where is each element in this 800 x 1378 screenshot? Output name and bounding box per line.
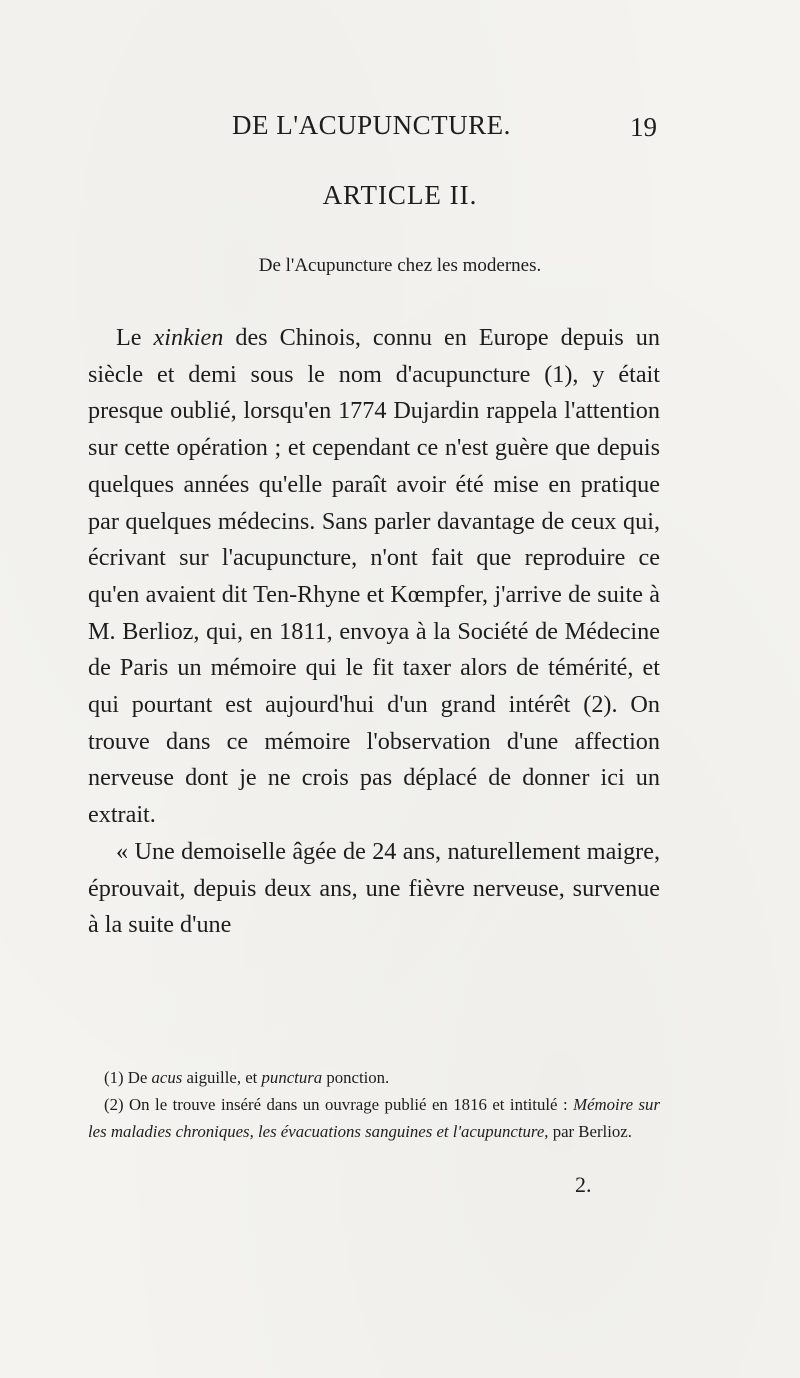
paragraph-2: « Une demoiselle âgée de 24 ans, naturellement maigre, éprouvait, depuis deux ans, une fièvre nerveuse, survenue à la suite d'une xyxy=(88,837,660,939)
term-xinkien: xinkien xyxy=(153,324,224,351)
signature-mark: 2. xyxy=(575,1172,592,1197)
paragraph-1-start: Le xyxy=(116,324,154,351)
footnote-2-start: (2) On le trouve inséré dans un ouvrage publié en 1816 et intitulé : xyxy=(104,1095,574,1114)
article-subtitle: De l'Acupuncture chez les modernes. xyxy=(258,255,542,276)
article-heading: ARTICLE II. xyxy=(322,180,478,210)
footnote-1-marker: (1) De xyxy=(104,1068,152,1087)
footnote-2-title: Mémoire sur les maladies chroniques, les évacuations sanguines et l'acupuncture xyxy=(88,1095,660,1141)
running-title: DE L'ACUPUNCTURE. xyxy=(232,110,511,140)
footnote-2-end: , par Berlioz. xyxy=(544,1122,632,1141)
running-head xyxy=(0,110,800,150)
footnotes xyxy=(88,1064,660,1145)
page-number: 19 xyxy=(630,112,657,142)
footnote-2 xyxy=(88,1091,660,1145)
footnote-1-end: ponction. xyxy=(322,1068,390,1087)
footnote-1-mid: aiguille, et xyxy=(182,1068,262,1087)
footnote-1-term-punctura: punctura xyxy=(261,1068,323,1087)
body-text xyxy=(88,320,660,944)
paragraph-1 xyxy=(88,320,660,834)
footnote-1 xyxy=(88,1064,660,1091)
paragraph-1-rest: des Chinois, connu en Europe depuis un siècle et demi sous le nom d'acupuncture (1), y était presque oublié, lorsqu'en 1774 Dujardin rappela l'attention sur cette opération ; et cependant ce n'est guère que depuis quelques années qu'elle paraît avoir été mise en pratique par quelques médecins. Sans parler davantage de ceux qui, écrivant sur l'acupuncture, n'ont fait que reproduire ce qu'en avaient dit Ten-Rhyne et Kœmpfer, j'arrive de suite à M. Berlioz, qui, en 1811, envoya à la Société de Médecine de Paris un mémoire qui le fit taxer alors de témérité, et qui pourtant est aujourd'hui d'un grand intérêt (2). On trouve dans ce mémoire l'observation d'une affection nerveuse dont je ne crois pas déplacé de donner ici un extrait. xyxy=(88,324,660,829)
footnote-1-term-acus: acus xyxy=(151,1068,183,1087)
